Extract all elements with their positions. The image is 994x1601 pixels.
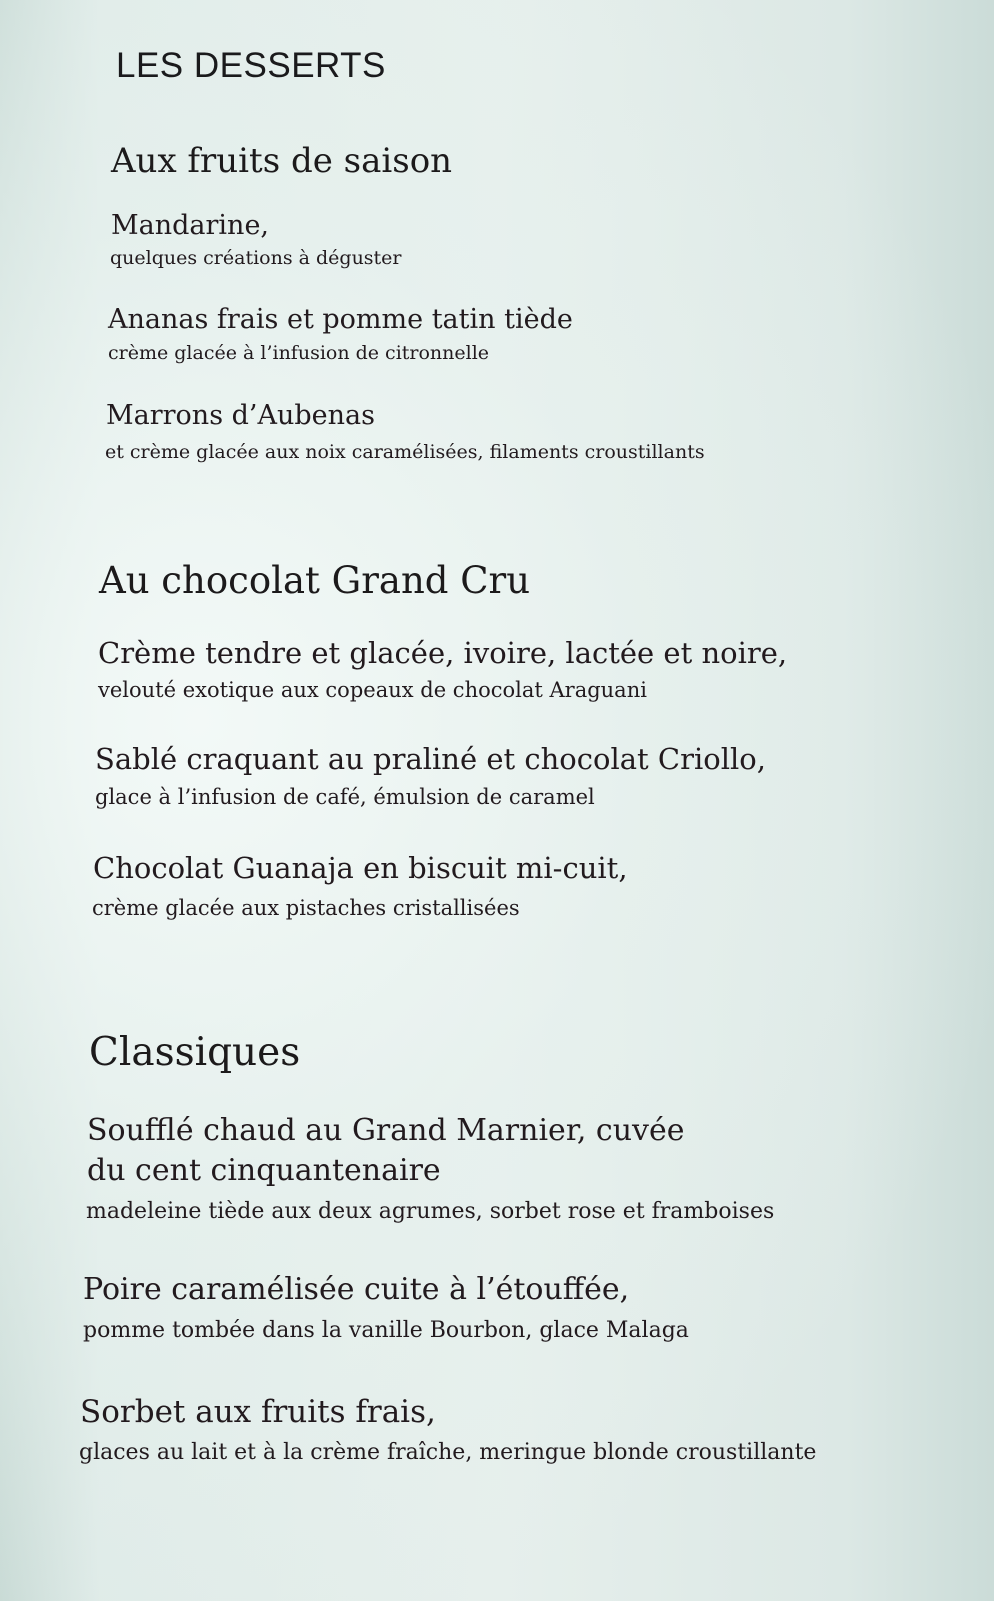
section-heading: Classiques bbox=[89, 1030, 301, 1075]
dessert-description: madeleine tiède aux deux agrumes, sorbet rose et framboises bbox=[86, 1199, 775, 1224]
dessert-description: crème glacée aux pistaches cristallisées bbox=[92, 896, 520, 920]
dessert-name: Sorbet aux fruits frais, bbox=[80, 1394, 436, 1430]
dessert-description: crème glacée à l’infusion de citronnelle bbox=[108, 342, 490, 364]
dessert-name: Mandarine, bbox=[111, 210, 270, 241]
dessert-description: quelques créations à déguster bbox=[110, 247, 402, 269]
dessert-name: Marrons d’Aubenas bbox=[106, 400, 375, 431]
dessert-description: pomme tombée dans la vanille Bourbon, glace Malaga bbox=[83, 1318, 689, 1343]
section-heading: Aux fruits de saison bbox=[111, 141, 453, 181]
dessert-name: Crème tendre et glacée, ivoire, lactée et noire, bbox=[98, 636, 788, 670]
dessert-name: Soufflé chaud au Grand Marnier, cuvée bbox=[87, 1113, 685, 1148]
dessert-description: glace à l’infusion de café, émulsion de caramel bbox=[95, 785, 595, 809]
dessert-description: glaces au lait et à la crème fraîche, meringue blonde croustillante bbox=[79, 1440, 817, 1465]
dessert-description: et crème glacée aux noix caramélisées, filaments croustillants bbox=[105, 441, 705, 463]
dessert-name: Chocolat Guanaja en biscuit mi-cuit, bbox=[93, 851, 628, 885]
dessert-name: Ananas frais et pomme tatin tiède bbox=[108, 304, 573, 335]
dessert-name: Sablé craquant au praliné et chocolat Criollo, bbox=[95, 742, 766, 776]
page-title: LES DESSERTS bbox=[116, 46, 386, 85]
dessert-name: Poire caramélisée cuite à l’étouffée, bbox=[83, 1272, 630, 1307]
dessert-description: velouté exotique aux copeaux de chocolat Araguani bbox=[98, 678, 647, 702]
dessert-name-line2: du cent cinquantenaire bbox=[87, 1153, 441, 1188]
section-heading: Au chocolat Grand Cru bbox=[99, 559, 531, 602]
